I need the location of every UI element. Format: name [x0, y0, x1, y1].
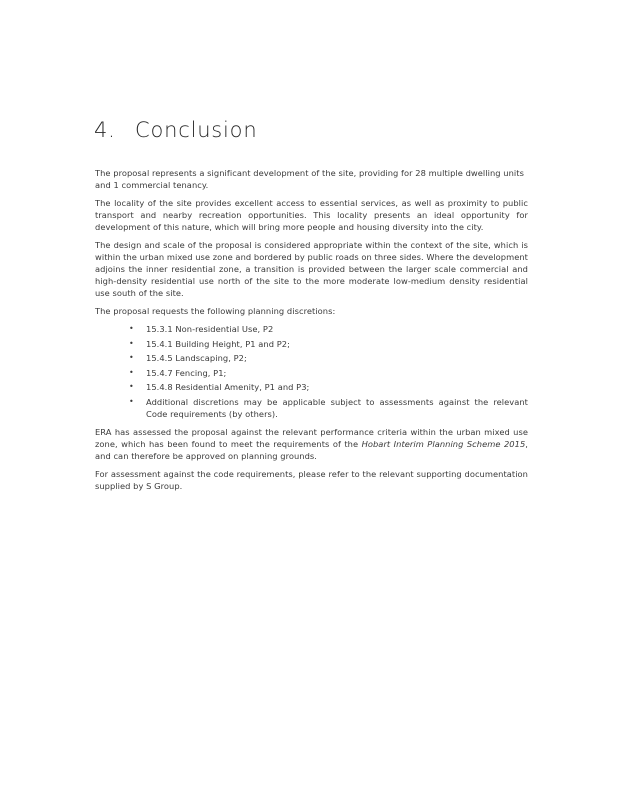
paragraph-assessment [95, 426, 528, 462]
bullet-icon: • [129, 382, 134, 391]
list-item-text: 15.4.5 Landscaping, P2; [146, 353, 247, 363]
section-title: Conclusion [135, 118, 258, 142]
bullet-icon: • [129, 338, 134, 348]
list-item [95, 338, 528, 350]
paragraph-design-scale: The design and scale of the proposal is considered appropriate within the context of the site, which is within the urban mixed use zone and bordered by public roads on three sides. Where the development adjoins the inner residential zone, a transition is provided between the larger scale commercial and high-density residential use north of the site to the more moderate low-medium density residential use south of the site. [95, 240, 528, 298]
bullet-icon: • [129, 324, 134, 333]
list-item-text: 15.4.1 Building Height, P1 and P2; [146, 338, 290, 349]
assessment-text-before: ERA has assessed the proposal against the relevant performance criteria within the urban mixed use zone, which has been found to meet the requirements of the [95, 426, 528, 449]
list-item-text: 15.3.1 Non-residential Use, P2 [146, 324, 274, 334]
paragraph-discretions-intro: The proposal requests the following planning discretions: [95, 306, 336, 316]
section-heading [94, 118, 257, 142]
list-item [95, 381, 528, 393]
paragraph-closing: For assessment against the code requirements, please refer to the relevant supporting documentation supplied by S Group. [95, 468, 528, 491]
section-body [95, 167, 528, 498]
list-item-text: Additional discretions may be applicable subject to assessments against the relevant Code requirements (by others). [146, 396, 528, 419]
list-item [95, 352, 528, 364]
assessment-text-after: , and can therefore be approved on planning grounds. [95, 438, 528, 461]
paragraph-locality: The locality of the site provides excellent access to essential services, as well as proximity to public transport and nearby recreation opportunities. This locality presents an ideal opportunity for development of this nature, which will bring more people and housing diversity into the city. [95, 198, 528, 232]
bullet-icon: • [129, 367, 134, 377]
bullet-icon: • [129, 396, 134, 406]
list-item [95, 367, 528, 379]
section-number: 4. [94, 118, 116, 142]
bullet-icon: • [129, 353, 134, 362]
discretions-list [95, 323, 528, 420]
planning-scheme-name: Hobart Interim Planning Scheme 2015 [361, 438, 526, 449]
list-item [95, 323, 528, 335]
list-item-text: 15.4.7 Fencing, P1; [146, 367, 227, 378]
list-item [95, 396, 528, 420]
list-item-text: 15.4.8 Residential Amenity, P1 and P3; [146, 382, 310, 392]
paragraph-summary: The proposal represents a significant development of the site, providing for 28 multiple dwelling units and 1 commercial tenancy. [95, 168, 524, 190]
